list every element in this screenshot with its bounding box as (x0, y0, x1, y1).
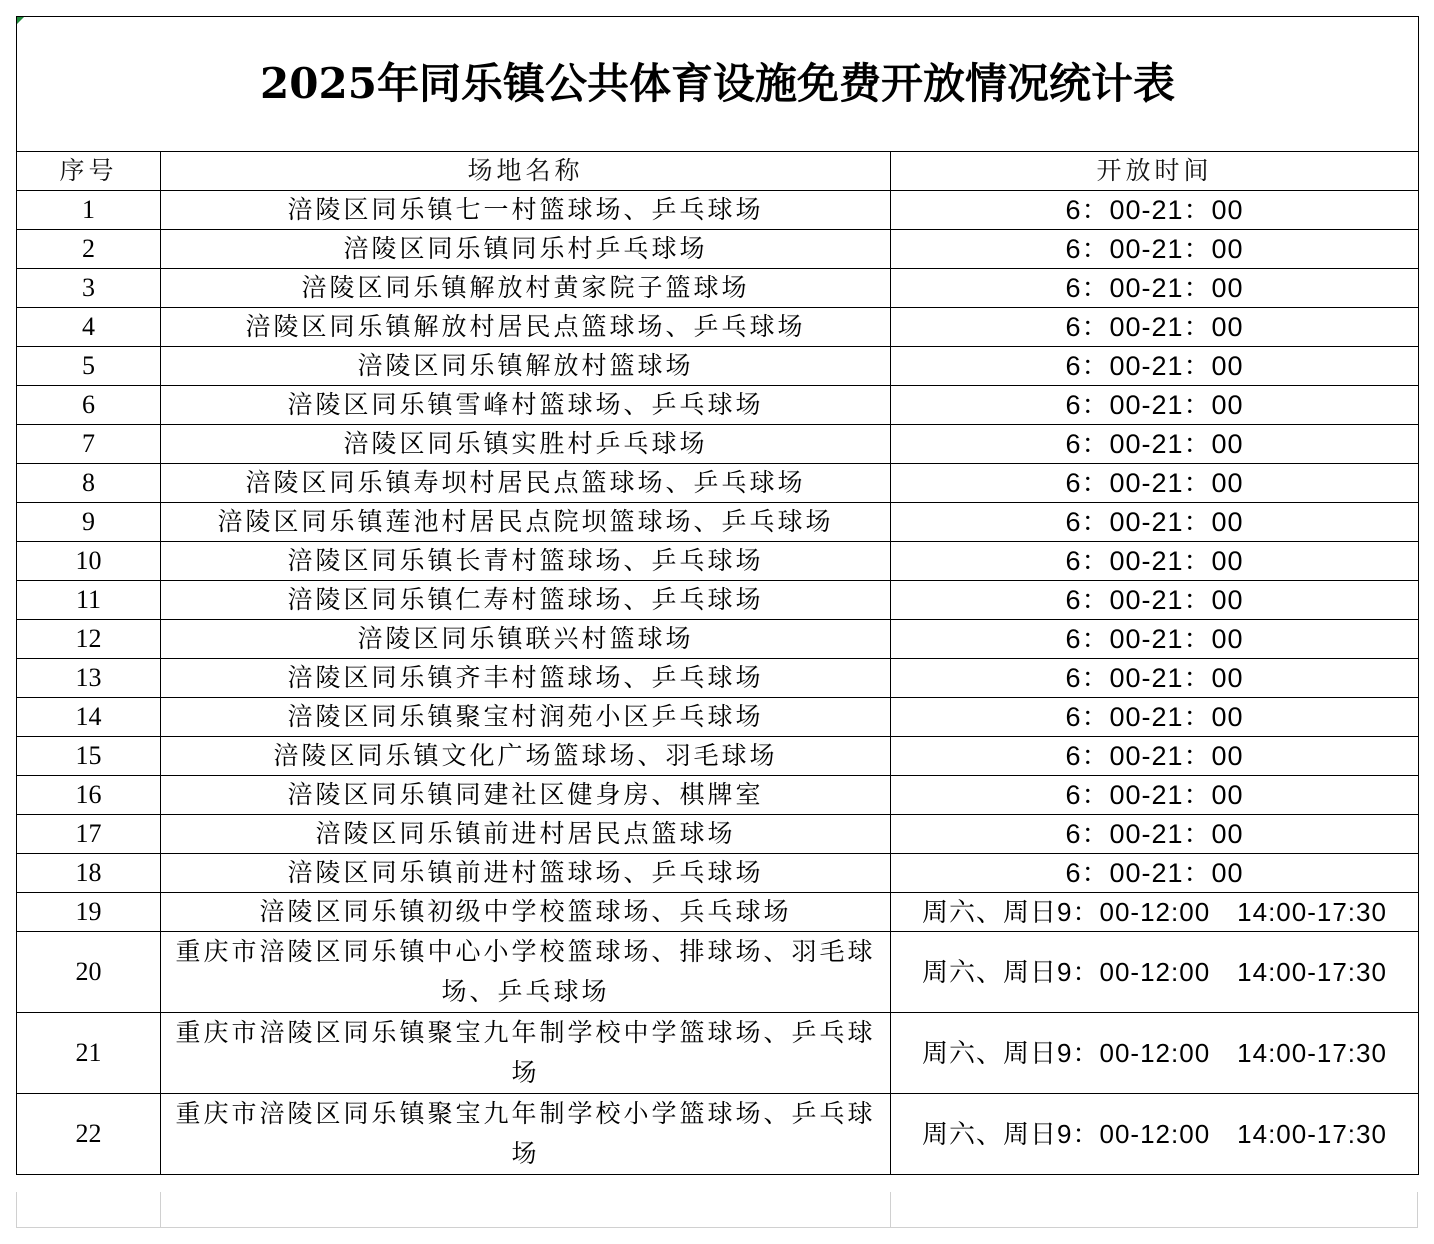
cell-venue[interactable]: 涪陵区同乐镇齐丰村篮球场、乒乓球场 (161, 659, 891, 698)
cell-index[interactable]: 17 (17, 815, 161, 854)
cell-venue[interactable]: 涪陵区同乐镇联兴村篮球场 (161, 620, 891, 659)
cell-venue[interactable]: 涪陵区同乐镇仁寿村篮球场、乒乓球场 (161, 581, 891, 620)
table-row (17, 230, 1419, 269)
gridline (16, 1192, 17, 1228)
table-row (17, 308, 1419, 347)
cell-hours[interactable]: 6：00-21：00 (891, 230, 1419, 269)
cell-venue[interactable]: 涪陵区同乐镇长青村篮球场、乒乓球场 (161, 542, 891, 581)
cell-index[interactable]: 12 (17, 620, 161, 659)
gridline (160, 1192, 161, 1228)
cell-venue[interactable]: 涪陵区同乐镇莲池村居民点院坝篮球场、乒乓球场 (161, 503, 891, 542)
cell-venue[interactable]: 涪陵区同乐镇同乐村乒乓球场 (161, 230, 891, 269)
table-row (17, 347, 1419, 386)
cell-hours[interactable]: 周六、周日9：00-12:00 14:00-17:30 (891, 1013, 1419, 1094)
cell-hours[interactable]: 6：00-21：00 (891, 308, 1419, 347)
cell-venue[interactable]: 涪陵区同乐镇同建社区健身房、棋牌室 (161, 776, 891, 815)
cell-venue[interactable]: 涪陵区同乐镇聚宝村润苑小区乒乓球场 (161, 698, 891, 737)
table-row (17, 659, 1419, 698)
cell-venue[interactable]: 涪陵区同乐镇寿坝村居民点篮球场、乒乓球场 (161, 464, 891, 503)
table-row (17, 893, 1419, 932)
cell-index[interactable]: 14 (17, 698, 161, 737)
cell-venue[interactable]: 涪陵区同乐镇雪峰村篮球场、乒乓球场 (161, 386, 891, 425)
cell-hours[interactable]: 6：00-21：00 (891, 659, 1419, 698)
cell-hours[interactable]: 6：00-21：00 (891, 854, 1419, 893)
cell-indicator-icon (17, 17, 24, 24)
cell-venue[interactable]: 涪陵区同乐镇解放村黄家院子篮球场 (161, 269, 891, 308)
table-row (17, 542, 1419, 581)
cell-venue[interactable]: 涪陵区同乐镇解放村居民点篮球场、乒乓球场 (161, 308, 891, 347)
table-row (17, 932, 1419, 1013)
stats-table (16, 16, 1419, 1175)
table-row (17, 269, 1419, 308)
cell-hours[interactable]: 6：00-21：00 (891, 581, 1419, 620)
gridline (16, 1227, 1418, 1228)
cell-hours[interactable]: 6：00-21：00 (891, 269, 1419, 308)
table-row (17, 503, 1419, 542)
header-index[interactable]: 序号 (17, 152, 161, 191)
cell-hours[interactable]: 6：00-21：00 (891, 503, 1419, 542)
table-row (17, 464, 1419, 503)
cell-hours[interactable]: 6：00-21：00 (891, 815, 1419, 854)
cell-index[interactable]: 9 (17, 503, 161, 542)
table-row (17, 1013, 1419, 1094)
cell-hours[interactable]: 6：00-21：00 (891, 698, 1419, 737)
cell-index[interactable]: 20 (17, 932, 161, 1013)
table-row (17, 620, 1419, 659)
cell-venue[interactable]: 涪陵区同乐镇文化广场篮球场、羽毛球场 (161, 737, 891, 776)
cell-index[interactable]: 11 (17, 581, 161, 620)
cell-hours[interactable]: 6：00-21：00 (891, 542, 1419, 581)
cell-index[interactable]: 8 (17, 464, 161, 503)
cell-index[interactable]: 4 (17, 308, 161, 347)
table-row (17, 854, 1419, 893)
cell-venue[interactable]: 涪陵区同乐镇实胜村乒乓球场 (161, 425, 891, 464)
cell-index[interactable]: 3 (17, 269, 161, 308)
cell-hours[interactable]: 6：00-21：00 (891, 737, 1419, 776)
cell-hours[interactable]: 6：00-21：00 (891, 464, 1419, 503)
cell-index[interactable]: 1 (17, 191, 161, 230)
cell-venue[interactable]: 涪陵区同乐镇解放村篮球场 (161, 347, 891, 386)
table-row (17, 425, 1419, 464)
cell-index[interactable]: 15 (17, 737, 161, 776)
table-row (17, 776, 1419, 815)
cell-index[interactable]: 10 (17, 542, 161, 581)
cell-index[interactable]: 22 (17, 1094, 161, 1175)
cell-venue[interactable]: 涪陵区同乐镇前进村篮球场、乒乓球场 (161, 854, 891, 893)
cell-hours[interactable]: 6：00-21：00 (891, 386, 1419, 425)
cell-hours[interactable]: 周六、周日9：00-12:00 14:00-17:30 (891, 893, 1419, 932)
cell-venue[interactable]: 重庆市涪陵区同乐镇中心小学校篮球场、排球场、羽毛球场、乒乓球场 (161, 932, 891, 1013)
table-row (17, 737, 1419, 776)
cell-hours[interactable]: 周六、周日9：00-12:00 14:00-17:30 (891, 1094, 1419, 1175)
header-hours[interactable]: 开放时间 (891, 152, 1419, 191)
cell-venue[interactable]: 涪陵区同乐镇初级中学校篮球场、兵乓球场 (161, 893, 891, 932)
title-row (17, 17, 1419, 152)
cell-index[interactable]: 18 (17, 854, 161, 893)
table-row (17, 1094, 1419, 1175)
cell-venue[interactable]: 涪陵区同乐镇七一村篮球场、乒乓球场 (161, 191, 891, 230)
table-row (17, 815, 1419, 854)
table-row (17, 698, 1419, 737)
cell-hours[interactable]: 周六、周日9：00-12:00 14:00-17:30 (891, 932, 1419, 1013)
cell-index[interactable]: 7 (17, 425, 161, 464)
spreadsheet (16, 16, 1418, 1175)
cell-hours[interactable]: 6：00-21：00 (891, 776, 1419, 815)
cell-index[interactable]: 6 (17, 386, 161, 425)
empty-grid-row (16, 1192, 1418, 1228)
header-venue[interactable]: 场地名称 (161, 152, 891, 191)
table-row (17, 386, 1419, 425)
cell-hours[interactable]: 6：00-21：00 (891, 425, 1419, 464)
header-row (17, 152, 1419, 191)
cell-index[interactable]: 19 (17, 893, 161, 932)
cell-index[interactable]: 5 (17, 347, 161, 386)
table-row (17, 191, 1419, 230)
cell-hours[interactable]: 6：00-21：00 (891, 620, 1419, 659)
table-title[interactable]: 2025年同乐镇公共体育设施免费开放情况统计表 (17, 17, 1419, 152)
cell-index[interactable]: 2 (17, 230, 161, 269)
gridline (890, 1192, 891, 1228)
cell-venue[interactable]: 重庆市涪陵区同乐镇聚宝九年制学校小学篮球场、乒乓球场 (161, 1094, 891, 1175)
cell-hours[interactable]: 6：00-21：00 (891, 347, 1419, 386)
cell-index[interactable]: 16 (17, 776, 161, 815)
gridline (1417, 1192, 1418, 1228)
cell-hours[interactable]: 6：00-21：00 (891, 191, 1419, 230)
table-row (17, 581, 1419, 620)
cell-index[interactable]: 21 (17, 1013, 161, 1094)
cell-venue[interactable]: 涪陵区同乐镇前进村居民点篮球场 (161, 815, 891, 854)
cell-index[interactable]: 13 (17, 659, 161, 698)
cell-venue[interactable]: 重庆市涪陵区同乐镇聚宝九年制学校中学篮球场、乒乓球场 (161, 1013, 891, 1094)
